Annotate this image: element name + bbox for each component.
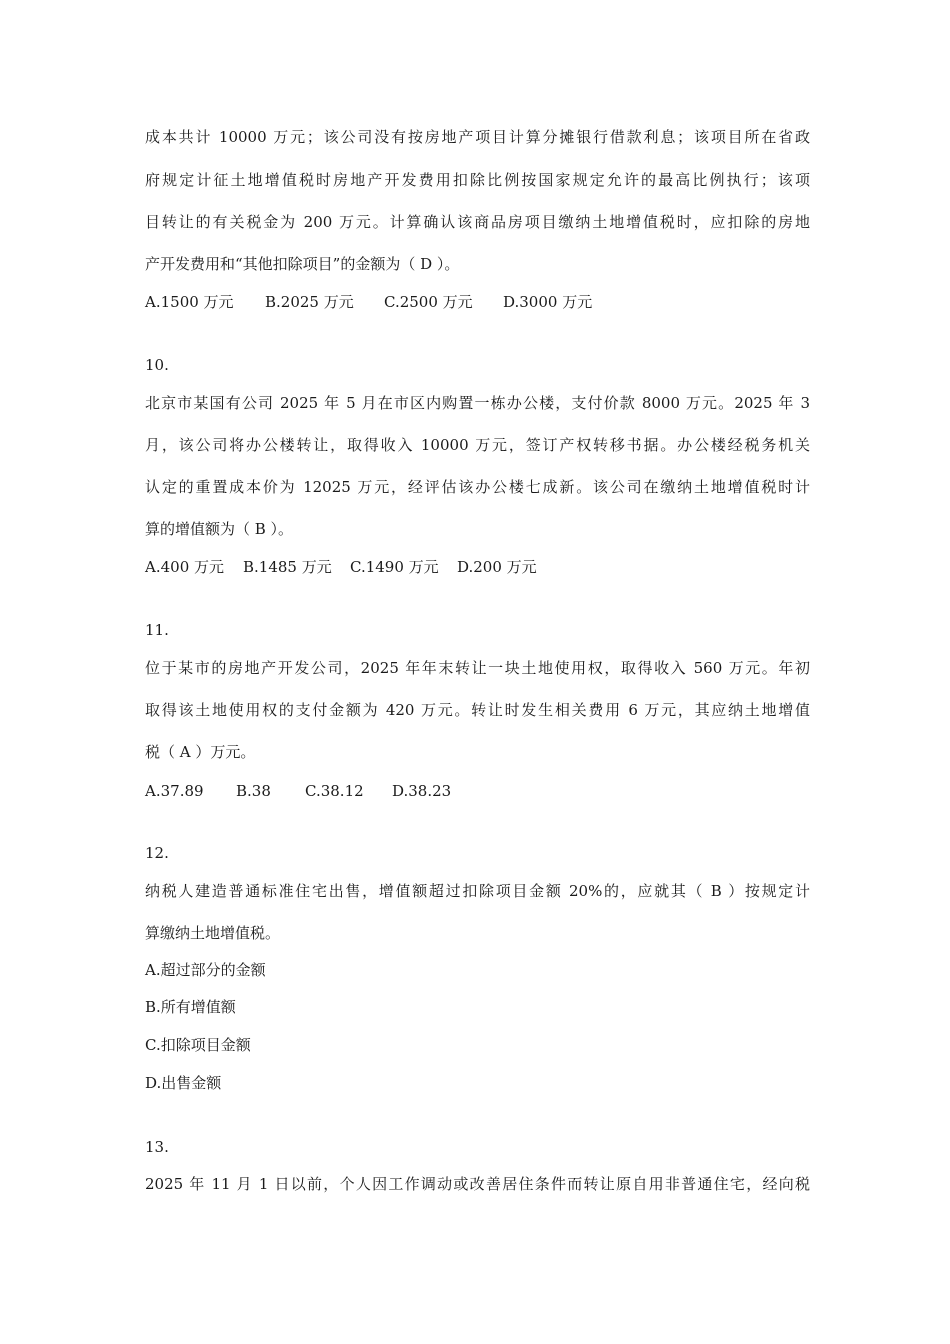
q11-number: 11.: [145, 621, 169, 639]
q10-line-2: 月，该公司将办公楼转让，取得收入 10000 万元，签订产权转移书据。办公楼经税务机关: [145, 436, 810, 454]
q10-option-b: B.1485 万元: [243, 558, 332, 576]
q9-option-b: B.2025 万元: [265, 293, 354, 311]
q12-option-a: A.超过部分的金额: [145, 961, 266, 979]
q9-options: [145, 292, 592, 312]
q10-option-c: C.1490 万元: [350, 558, 439, 576]
q13-line-1: 2025 年 11 月 1 日以前，个人因工作调动或改善居住条件而转让原自用非普通住宅，经向税: [145, 1175, 810, 1193]
q9-option-c: C.2500 万元: [384, 293, 473, 311]
q12-option-d: D.出售金额: [145, 1074, 222, 1092]
q10-options: [145, 557, 537, 577]
q11-options: [145, 781, 451, 801]
q11-option-b: B.38: [236, 782, 271, 800]
q9-line-3: 目转让的有关税金为 200 万元。计算确认该商品房项目缴纳土地增值税时，应扣除的房地: [145, 213, 810, 231]
q12-line-1: 纳税人建造普通标准住宅出售，增值额超过扣除项目金额 20%的，应就其（ B ）按规定计: [145, 882, 810, 900]
q10-line-4: 算的增值额为（ B ）。: [145, 520, 294, 538]
q12-option-c: C.扣除项目金额: [145, 1036, 251, 1054]
q9-option-d: D.3000 万元: [503, 293, 593, 311]
q13-number: 13.: [145, 1138, 169, 1156]
q11-line-2: 取得该土地使用权的支付金额为 420 万元。转让时发生相关费用 6 万元，其应纳土地增值: [145, 701, 810, 719]
q10-option-d: D.200 万元: [457, 558, 537, 576]
q10-line-3: 认定的重置成本价为 12025 万元，经评估该办公楼七成新。该公司在缴纳土地增值税时计: [145, 478, 810, 496]
q11-line-1: 位于某市的房地产开发公司，2025 年年末转让一块土地使用权，取得收入 560 万元。年初: [145, 659, 810, 677]
q11-option-a: A.37.89: [145, 782, 204, 800]
q9-line-1: 成本共计 10000 万元；该公司没有按房地产项目计算分摊银行借款利息；该项目所在省政: [145, 128, 810, 146]
q9-option-a: A.1500 万元: [145, 293, 234, 311]
q11-option-d: D.38.23: [392, 782, 452, 800]
q12-option-b: B.所有增值额: [145, 998, 236, 1016]
q12-line-2: 算缴纳土地增值税。: [145, 924, 281, 942]
q12-number: 12.: [145, 844, 169, 862]
q10-line-1: 北京市某国有公司 2025 年 5 月在市区内购置一栋办公楼，支付价款 8000 万元。2025 年 3: [145, 394, 810, 412]
q10-number: 10.: [145, 356, 169, 374]
q11-line-3: 税（ A ）万元。: [145, 743, 256, 761]
q9-line-4: 产开发费用和“其他扣除项目”的金额为（ D ）。: [145, 255, 460, 273]
q10-option-a: A.400 万元: [145, 558, 224, 576]
q9-line-2: 府规定计征土地增值税时房地产开发费用扣除比例按国家规定允许的最高比例执行；该项: [145, 171, 810, 189]
q11-option-c: C.38.12: [305, 782, 364, 800]
